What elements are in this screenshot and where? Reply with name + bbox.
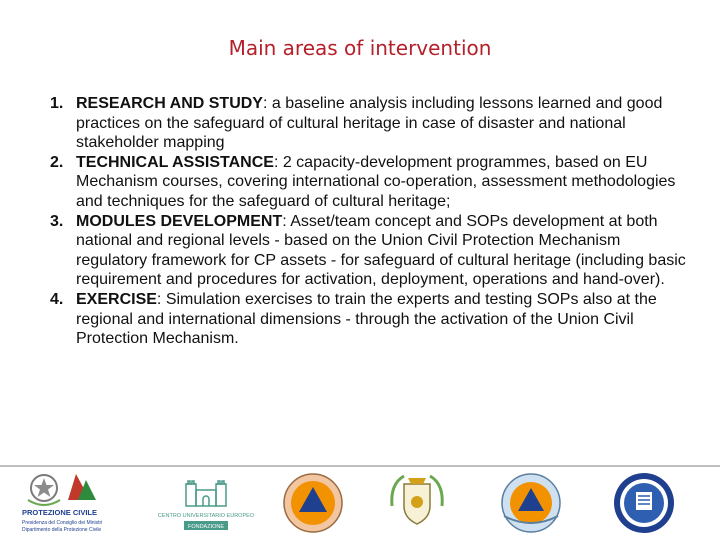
- item-text: : Asset/team concept and SOPs development at both national and regional levels - based on the Union Civil Protection Mechanism regulatory framework for CP assets - for safeguard of cultural heritage (including basic requirement and procedures for activation, deployment, operations and hand-over).: [76, 212, 686, 289]
- crest-logo: [384, 470, 450, 536]
- footer-divider: [0, 465, 720, 467]
- centro-universitario-logo: [156, 470, 256, 536]
- civil-protection-triangle-icon: [502, 474, 560, 532]
- list-item: [50, 94, 690, 153]
- item-text: : a baseline analysis including lessons learned and good practices on the safeguard of cultural heritage in case of disaster and national stakeholder mapping: [76, 95, 663, 152]
- blue-emblem-logo: [608, 470, 680, 536]
- protezione-civile-line1: Presidenza del Consiglio dei Ministri: [22, 520, 103, 526]
- item-number: 2.: [50, 153, 64, 171]
- blue-seal-icon: [614, 473, 674, 533]
- crest-icon: [392, 476, 443, 524]
- item-text: : Simulation exercises to train the experts and testing SOPs also at the regional and international dimensions - through the activation of the Union Civil Protection Mechanism.: [76, 290, 657, 348]
- civil-protection-hands-icon: [68, 474, 96, 500]
- protezione-civile-name: PROTEZIONE CIVILE: [22, 508, 98, 517]
- intervention-list: [50, 94, 690, 349]
- centro-sub: FONDAZIONE: [187, 524, 225, 530]
- protezione-civile-line2: Dipartimento della Protezione Civile: [22, 527, 102, 533]
- italian-emblem-icon: [28, 475, 60, 505]
- item-heading: MODULES DEVELOPMENT: [76, 212, 283, 230]
- item-number: 1.: [50, 95, 64, 112]
- item-number: 4.: [50, 290, 64, 308]
- civil-protection-triangle-icon: [284, 474, 342, 532]
- item-heading: RESEARCH AND STUDY: [76, 95, 263, 112]
- item-heading: EXERCISE: [76, 290, 157, 308]
- item-heading: TECHNICAL ASSISTANCE: [76, 153, 274, 171]
- civil-protection-emblem-1: [280, 470, 346, 536]
- castle-icon: [186, 481, 226, 506]
- centro-name: CENTRO UNIVERSITARIO EUROPEO: [157, 513, 255, 519]
- item-number: 3.: [50, 212, 64, 230]
- list-item: [50, 290, 690, 349]
- list-item: [50, 153, 690, 212]
- item-text: : 2 capacity-development programmes, based on EU Mechanism courses, covering international co-operation, assessment methodologies and techniques for the safeguard of cultural heritage;: [76, 153, 676, 210]
- page-title: Main areas of intervention: [228, 36, 492, 60]
- partner-logos: [18, 470, 698, 536]
- civil-protection-emblem-2: [498, 470, 564, 536]
- protezione-civile-logo: [18, 470, 128, 536]
- list-item: [50, 212, 690, 290]
